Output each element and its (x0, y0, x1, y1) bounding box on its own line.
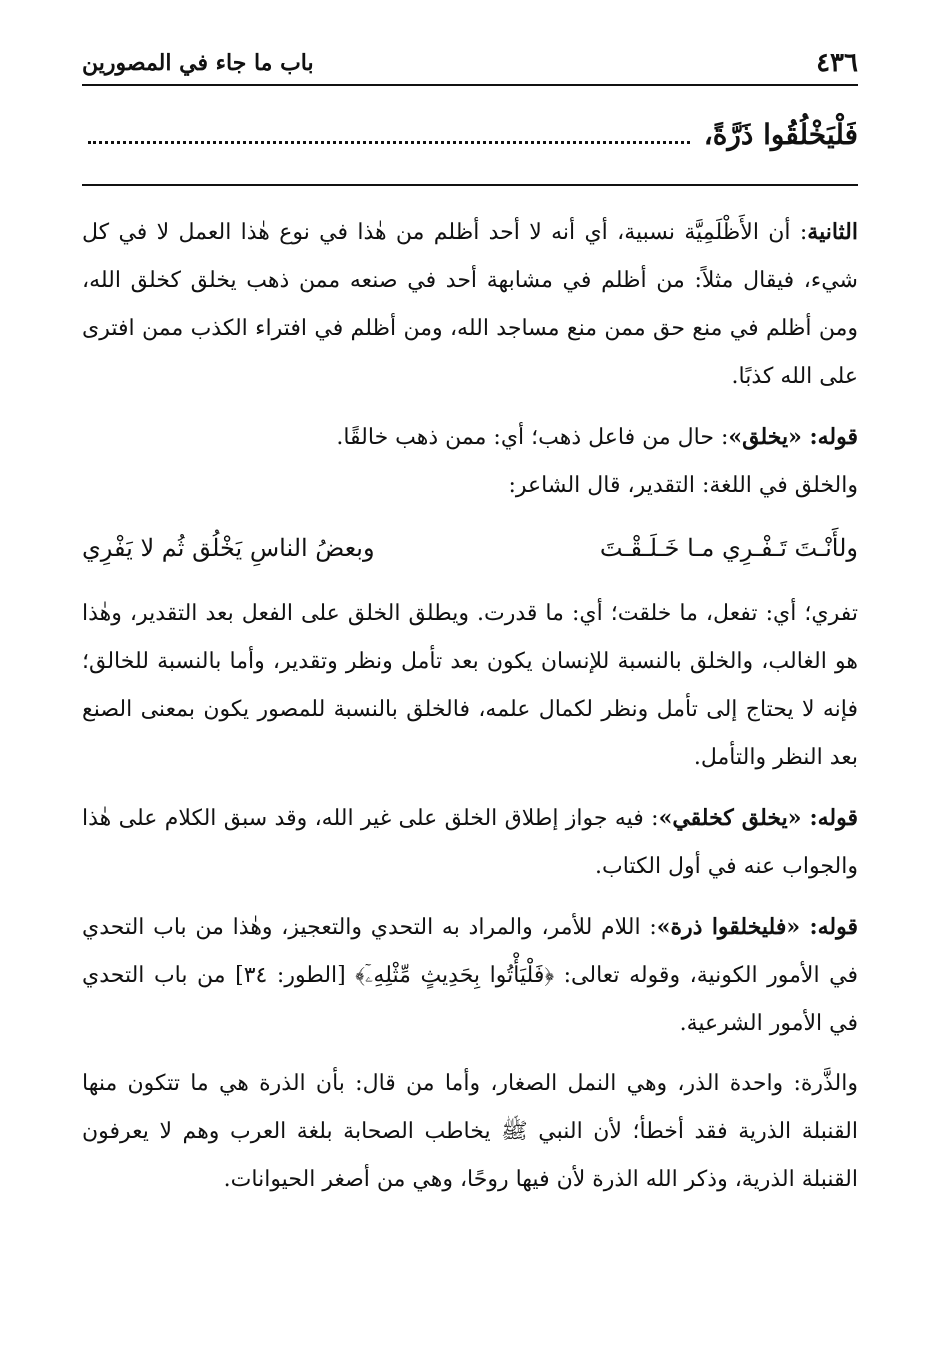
verse-first-hemistich: ولأَنْـتَ تَـفْـرِي مـا خَـلَـقْـتَ (599, 534, 858, 562)
paragraph-tafri (82, 590, 858, 782)
paragraph-dharra (82, 1060, 858, 1204)
paragraph-text: والذَّرة: واحدة الذر، وهي النمل الصغار، وأما من قال: بأن الذرة هي ما تتكون منها القنبلة الذرية فقد أخطأ؛ لأن النبي ﷺ يخاطب الصحابة بلغة العرب وهم لا يعرفون القنبلة الذرية، وذكر الله الذرة لأن فيها روحًا، وهي من أصغر الحيوانات. (82, 1071, 858, 1192)
running-head (82, 40, 858, 86)
paragraph-second-point (82, 208, 858, 401)
paragraph-yakhluq (82, 413, 858, 462)
hadith-text: فَلْيَخْلُقُوا ذَرَّةً، (703, 118, 858, 151)
paragraph-falyakhluqu (82, 903, 858, 1048)
paragraph-text: : فيه جواز إطلاق الخلق على غير الله، وقد سبق الكلام على هٰذا والجواب عنه في أول الكتاب. (82, 806, 858, 879)
page-number: ٤٣٦ (816, 48, 858, 78)
dotted-leader (88, 123, 690, 144)
book-page (82, 40, 858, 1330)
chapter-title: باب ما جاء في المصورين (82, 50, 314, 76)
paragraph-lead: الثانية (807, 219, 858, 245)
commentary-body (82, 208, 858, 1204)
paragraph-lead: قوله: «يخلق كخلقي» (658, 805, 858, 831)
paragraph-text: : اللام للأمر، والمراد به التحدي والتعجيز، وهٰذا من باب التحدي في الأمور الكونية، وقوله تعالى: ﴿فَلْيَأْتُوا بِحَدِيثٍ مِّثْلِهِۦٓ﴾ [الطور: ٣٤] من باب التحدي في الأمور الشرعية. (82, 915, 858, 1036)
paragraph-lead: قوله: «فليخلقوا ذرة» (656, 914, 858, 940)
paragraph-lead: قوله: «يخلق» (728, 424, 858, 450)
verse-second-hemistich: وبعضُ الناسِ يَخْلُق ثُم لا يَفْرِي (82, 534, 375, 562)
paragraph-yakhluq-kakhalqi (82, 794, 858, 891)
paragraph-linguistic (82, 462, 858, 510)
paragraph-text: تفري؛ أي: تفعل، ما خلقت؛ أي: ما قدرت. ويطلق الخلق على الفعل بعد التقدير، وهٰذا هو الغالب، والخلق بالنسبة للإنسان يكون بعد تأمل ونظر وتقدير، وأما بالنسبة للخالق؛ فإنه لا يحتاج إلى تأمل ونظر لكمال علمه، فالخلق بالنسبة للمصور يكون بمعنى الصنع بعد النظر والتأمل. (82, 601, 858, 770)
paragraph-text: : حال من فاعل ذهب؛ أي: ممن ذهب خالقًا. (336, 425, 729, 450)
paragraph-text: : أن الأَظْلَمِيَّة نسبية، أي أنه لا أحد أظلم من هٰذا في نوع هٰذا العمل لا في كل شيء، فيقال مثلاً: من أظلم في مشابهة أحد في صنعه ممن ذهب يخلق كخلق الله، ومن أظلم في منع حق ممن منع مساجد الله، ومن أظلم في افتراء الكذب ممن افترى على الله كذبًا. (82, 220, 858, 389)
hadith-excerpt (82, 118, 858, 186)
poetry-verse (82, 524, 858, 572)
paragraph-text: والخلق في اللغة: التقدير، قال الشاعر: (508, 473, 858, 498)
